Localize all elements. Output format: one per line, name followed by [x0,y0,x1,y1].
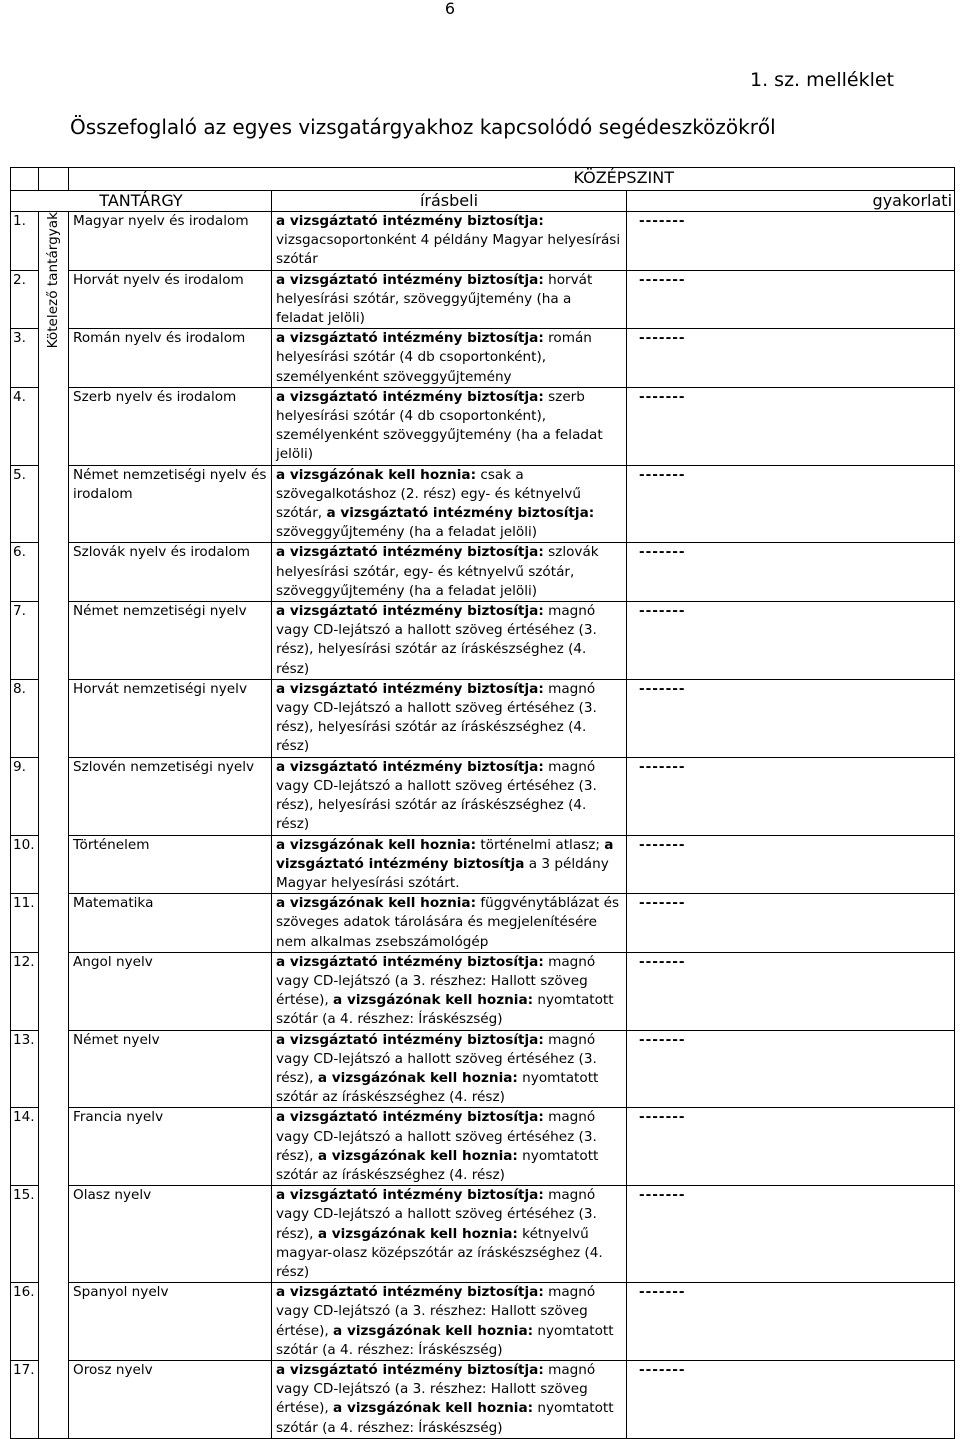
written-aids-text: függvénytáblázat és szöveges adatok tárolására és megjelenítésére nem alkalmas zsebszámológép [276,895,620,950]
written-aids-provider: a vizsgáztató intézmény biztosítja: [276,758,544,775]
written-aids-provider: a vizsgáztató intézmény biztosítja: [276,1284,544,1301]
subject-name: Angol nyelv [69,952,272,1030]
row-number: 2. [11,270,39,329]
written-aids-text: nyomtatott szótár (a 4. részhez: Íráskészség) [276,992,614,1028]
written-aids-provider: a vizsgáztató intézmény biztosítja: [276,953,544,970]
table-row [11,270,955,329]
header-written: írásbeli [272,191,627,212]
document-title: Összefoglaló az egyes vizsgatárgyakhoz kapcsolódó segédeszközökről [70,115,776,139]
table-row [11,679,955,757]
row-number: 12. [11,952,39,1030]
subject-name: Román nyelv és irodalom [69,329,272,388]
written-aids-provider: a vizsgáztató intézmény biztosítja: [276,388,544,405]
written-aids-text: magnó vagy CD-lejátszó a hallott szöveg értéséhez (3. rész), helyesírási szótár az íráskészséghez (4. rész) [276,603,597,677]
table-row [11,387,955,465]
written-aids-provider: a vizsgázónak kell hoznia: [276,466,477,483]
practical-aids: ------- [627,602,955,680]
written-aids-text: csak a szövegalkotáshoz (2. rész) egy- és kétnyelvű szótár, [276,466,581,522]
side-label: Kötelező tantárgyak [44,212,61,349]
written-aids [272,387,627,465]
written-aids-provider: a vizsgáztató intézmény biztosítja: [276,330,544,347]
practical-aids: ------- [627,894,955,953]
written-aids-text: horvát helyesírási szótár, szöveggyűjtemény (ha a feladat jelöli) [276,271,593,327]
practical-aids: ------- [627,1108,955,1186]
row-number: 4. [11,387,39,465]
table-row [11,1108,955,1186]
written-aids [272,952,627,1030]
row-number: 7. [11,602,39,680]
written-aids-provider: a vizsgáztató intézmény biztosítja: [276,213,544,229]
row-number: 3. [11,329,39,388]
subject-name: Történelem [69,835,272,894]
practical-aids: ------- [627,757,955,835]
written-aids [272,679,627,757]
row-number: 15. [11,1186,39,1283]
written-aids-text: román helyesírási szótár (4 db csoportonként), személyenként szöveggyűjtemény [276,330,592,385]
header-practical: gyakorlati [627,191,955,212]
written-aids-text: szöveggyűjtemény (ha a feladat jelöli) [276,524,538,541]
table-row [11,1360,955,1438]
row-number: 10. [11,835,39,894]
practical-aids: ------- [627,1186,955,1283]
written-aids-provider: a vizsgáztató intézmény biztosítja: [276,1031,544,1048]
written-aids [272,757,627,835]
annex-label: 1. sz. melléklet [750,69,894,91]
table-row [11,757,955,835]
written-aids-text: nyomtatott szótár az íráskészséghez (4. rész) [276,1069,599,1106]
written-aids-provider: a vizsgáztató intézmény biztosítja: [276,1361,544,1378]
written-aids-text: magnó vagy CD-lejátszó a hallott szöveg értéséhez (3. rész), helyesírási szótár az íráskészséghez (4. rész) [276,680,597,755]
header-blank-side [39,168,69,191]
table-row [11,602,955,680]
practical-aids: ------- [627,270,955,329]
header-subject: TANTÁRGY [11,191,272,212]
row-number: 9. [11,757,39,835]
header-level: KÖZÉPSZINT [69,168,955,191]
subject-name: Szlovén nemzetiségi nyelv [69,757,272,835]
practical-aids: ------- [627,543,955,602]
table-row [11,894,955,953]
written-aids-provider: a vizsgáztató intézmény biztosítja: [276,271,544,288]
row-number: 6. [11,543,39,602]
subject-name: Német nemzetiségi nyelv [69,602,272,680]
written-aids-text: magnó vagy CD-lejátszó a hallott szöveg értéséhez (3. rész), [276,1187,597,1242]
written-aids-text: a 3 példány Magyar helyesírási szótárt. [276,855,609,891]
row-number: 16. [11,1283,39,1361]
row-number: 14. [11,1108,39,1186]
written-aids [272,602,627,680]
practical-aids: ------- [627,835,955,894]
table-row [11,329,955,388]
practical-aids: ------- [627,329,955,388]
written-aids-text: magnó vagy CD-lejátszó a hallott szöveg értéséhez (3. rész), helyesírási szótár az íráskészséghez (4. rész) [276,758,597,833]
subject-name: Szerb nyelv és irodalom [69,387,272,465]
written-aids-provider: a vizsgáztató intézmény biztosítja [276,836,614,872]
written-aids-provider: a vizsgázónak kell hoznia: [333,992,534,1009]
practical-aids: ------- [627,1283,955,1361]
table-row [11,952,955,1030]
table-row [11,1283,955,1361]
table-row [11,212,955,271]
header-blank-num [11,168,39,191]
subject-name: Orosz nyelv [69,1360,272,1438]
written-aids-text: magnó vagy CD-lejátszó a hallott szöveg értéséhez (3. rész), [276,1031,597,1086]
row-number: 13. [11,1030,39,1108]
written-aids-text: nyomtatott szótár az íráskészséghez (4. rész) [276,1147,599,1183]
written-aids-text: kétnyelvű magyar-olasz középszótár az íráskészséghez (4. rész) [276,1225,603,1280]
table-row [11,1186,955,1283]
written-aids-provider: a vizsgáztató intézmény biztosítja: [276,544,544,561]
written-aids-provider: a vizsgázónak kell hoznia: [317,1225,518,1242]
written-aids [272,465,627,543]
header-row-columns [11,191,955,212]
written-aids-provider: a vizsgázónak kell hoznia: [276,895,477,912]
written-aids-text: nyomtatott szótár (a 4. részhez: Íráskészség) [276,1400,614,1436]
written-aids [272,212,627,271]
written-aids-text: magnó vagy CD-lejátszó a hallott szöveg értéséhez (3. rész), [276,1109,597,1164]
written-aids [272,329,627,388]
aids-table [10,167,955,1439]
page-number: 6 [444,0,456,18]
written-aids-provider: a vizsgáztató intézmény biztosítja: [276,1109,544,1126]
subject-name: Spanyol nyelv [69,1283,272,1361]
written-aids [272,270,627,329]
written-aids [272,543,627,602]
table-row [11,543,955,602]
written-aids-text: történelmi atlasz; [476,836,605,853]
written-aids [272,1360,627,1438]
practical-aids: ------- [627,1360,955,1438]
written-aids [272,1283,627,1361]
written-aids-provider: a vizsgáztató intézmény biztosítja: [276,603,544,620]
written-aids-text: vizsgacsoportonként 4 példány Magyar helyesírási szótár [276,232,621,268]
written-aids [272,1030,627,1108]
subject-name: Matematika [69,894,272,953]
written-aids [272,1108,627,1186]
practical-aids: ------- [627,679,955,757]
written-aids-text: magnó vagy CD-lejátszó (a 3. részhez: Hallott szöveg értése), [276,1284,596,1339]
subject-name: Német nemzetiségi nyelv és irodalom [69,465,272,543]
subject-name: Francia nyelv [69,1108,272,1186]
written-aids-provider: a vizsgáztató intézmény biztosítja: [276,680,544,697]
header-row-level [11,168,955,191]
table-row [11,1030,955,1108]
row-number: 8. [11,679,39,757]
subject-name: Magyar nyelv és irodalom [69,212,272,271]
practical-aids: ------- [627,387,955,465]
subject-name: Horvát nemzetiségi nyelv [69,679,272,757]
subject-name: Olasz nyelv [69,1186,272,1283]
row-number: 1. [11,212,39,271]
table-row [11,835,955,894]
row-number: 17. [11,1360,39,1438]
written-aids-provider: a vizsgázónak kell hoznia: [276,836,477,853]
practical-aids: ------- [627,212,955,271]
subject-name: Szlovák nyelv és irodalom [69,543,272,602]
row-number: 5. [11,465,39,543]
practical-aids: ------- [627,465,955,543]
written-aids-text: nyomtatott szótár (a 4. részhez: Íráskészség) [276,1322,614,1358]
written-aids-provider: a vizsgázónak kell hoznia: [317,1069,518,1086]
written-aids-text: magnó vagy CD-lejátszó (a 3. részhez: Hallott szöveg értése), [276,953,596,1009]
written-aids [272,1186,627,1283]
written-aids [272,894,627,953]
written-aids-text: szerb helyesírási szótár (4 db csoportonként), személyenként szöveggyűjtemény (ha a feladat jelöli) [276,388,603,463]
written-aids-provider: a vizsgáztató intézmény biztosítja: [276,1187,544,1204]
written-aids-provider: a vizsgáztató intézmény biztosítja: [326,505,595,522]
row-number: 11. [11,894,39,953]
table-row [11,465,955,543]
written-aids-provider: a vizsgázónak kell hoznia: [317,1147,518,1164]
written-aids-text: magnó vagy CD-lejátszó (a 3. részhez: Hallott szöveg értése), [276,1361,596,1417]
written-aids-provider: a vizsgázónak kell hoznia: [333,1322,534,1339]
written-aids [272,835,627,894]
written-aids-text: szlovák helyesírási szótár, egy- és kétnyelvű szótár, szöveggyűjtemény (ha a feladat jelöli) [276,544,599,599]
written-aids-provider: a vizsgázónak kell hoznia: [333,1400,534,1417]
subject-name: Horvát nyelv és irodalom [69,270,272,329]
practical-aids: ------- [627,1030,955,1108]
side-label-cell [39,212,69,1439]
practical-aids: ------- [627,952,955,1030]
subject-name: Német nyelv [69,1030,272,1108]
